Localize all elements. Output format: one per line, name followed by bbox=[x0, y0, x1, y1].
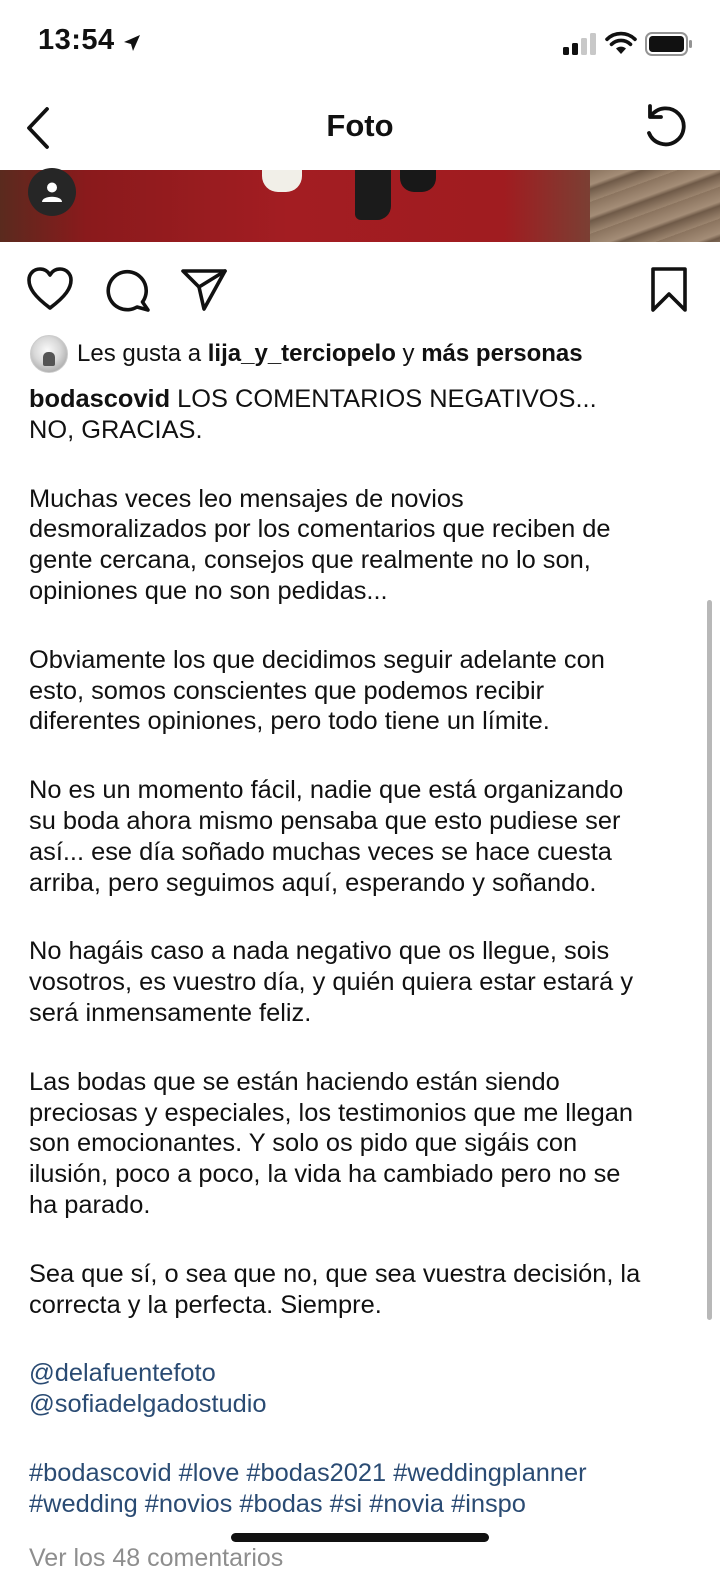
post-caption bbox=[29, 384, 701, 1520]
caption-line: Las bodas que se están haciendo están siendo bbox=[29, 1067, 560, 1096]
caption-line: esto, somos conscientes que podemos recibir bbox=[29, 676, 545, 705]
scrollbar[interactable] bbox=[707, 600, 712, 1320]
photo-detail bbox=[355, 170, 391, 220]
likes-others[interactable]: más personas bbox=[421, 340, 583, 367]
caption-line: ilusión, poco a poco, la vida ha cambiado pero no se bbox=[29, 1160, 621, 1189]
cellular-signal-icon bbox=[563, 33, 599, 55]
hashtag-line[interactable]: #wedding #novios #bodas #si #novia #inspo bbox=[29, 1489, 526, 1518]
caption-line: preciosas y especiales, los testimonios que me llegan bbox=[29, 1098, 634, 1127]
caption-line: será inmensamente feliz. bbox=[29, 998, 312, 1027]
avatar bbox=[30, 335, 68, 373]
caption-line: LOS COMENTARIOS NEGATIVOS... bbox=[177, 385, 597, 413]
caption-line: arriba, pero seguimos aquí, esperando y soñando. bbox=[29, 868, 597, 897]
bookmark-icon[interactable] bbox=[648, 266, 690, 314]
likes-prefix: Les gusta a bbox=[77, 340, 202, 367]
post-photo[interactable] bbox=[0, 170, 720, 242]
caption-line: su boda ahora mismo pensaba que esto pudiese ser bbox=[29, 806, 621, 835]
caption-username[interactable]: bodascovid bbox=[29, 385, 171, 413]
caption-line: diferentes opiniones, pero todo tiene un límite. bbox=[29, 707, 550, 736]
send-icon[interactable] bbox=[180, 266, 228, 314]
page-title: Foto bbox=[326, 108, 394, 143]
caption-line: vosotros, es vuestro día, y quién quiera estar estará y bbox=[29, 968, 634, 997]
caption-line: correcta y la perfecta. Siempre. bbox=[29, 1290, 382, 1319]
likes-conjunction: y bbox=[402, 340, 415, 367]
photo-detail bbox=[400, 170, 436, 192]
caption-line: Obviamente los que decidimos seguir adelante con bbox=[29, 645, 605, 674]
post-actions bbox=[0, 262, 720, 318]
wifi-icon bbox=[605, 30, 637, 56]
caption-line: Muchas veces leo mensajes de novios bbox=[29, 484, 464, 513]
heart-icon[interactable] bbox=[26, 266, 74, 312]
home-indicator[interactable] bbox=[231, 1533, 489, 1542]
caption-line: son emocionantes. Y solo os pido que sigáis con bbox=[29, 1129, 578, 1158]
user-tag-button[interactable] bbox=[28, 168, 76, 216]
caption-line: desmoralizados por los comentarios que reciben de bbox=[29, 515, 611, 544]
caption-line: No es un momento fácil, nadie que está organizando bbox=[29, 776, 624, 805]
location-arrow-icon bbox=[122, 33, 142, 53]
nav-header bbox=[0, 90, 720, 170]
hashtag-line[interactable]: #bodascovid #love #bodas2021 #weddingplanner bbox=[29, 1458, 587, 1487]
photo-detail bbox=[590, 170, 720, 242]
status-time: 13:54 bbox=[38, 24, 115, 56]
likes-summary[interactable] bbox=[30, 336, 583, 372]
view-comments-link[interactable]: Ver los 48 comentarios bbox=[29, 1544, 284, 1572]
caption-line: No hagáis caso a nada negativo que os llegue, sois bbox=[29, 937, 610, 966]
user-icon bbox=[40, 180, 64, 204]
caption-line: opiniones que no son pedidas... bbox=[29, 576, 388, 605]
refresh-icon[interactable] bbox=[640, 102, 692, 154]
mention-link[interactable]: @delafuentefoto bbox=[29, 1359, 216, 1388]
mention-link[interactable]: @sofiadelgadostudio bbox=[29, 1390, 267, 1419]
status-bar bbox=[0, 0, 720, 90]
caption-line: NO, GRACIAS. bbox=[29, 415, 203, 444]
caption-line: así... ese día soñado muchas veces se hace cuesta bbox=[29, 837, 612, 866]
caption-line: Sea que sí, o sea que no, que sea vuestra decisión, la bbox=[29, 1259, 641, 1288]
photo-detail bbox=[262, 170, 302, 192]
comment-icon[interactable] bbox=[104, 266, 152, 314]
battery-icon bbox=[645, 32, 693, 56]
likes-user[interactable]: lija_y_terciopelo bbox=[207, 340, 396, 367]
caption-line: ha parado. bbox=[29, 1190, 151, 1219]
caption-line: gente cercana, consejos que realmente no lo son, bbox=[29, 546, 591, 575]
